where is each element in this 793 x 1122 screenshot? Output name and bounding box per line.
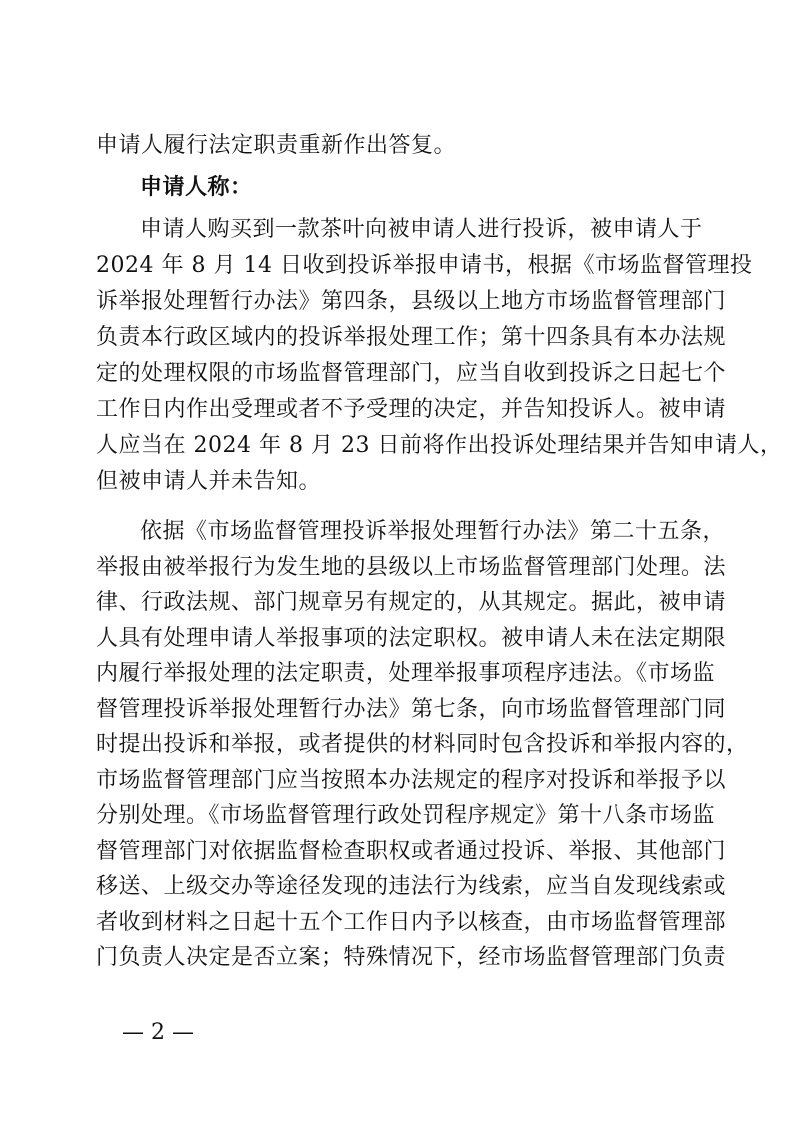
text-line: 2024 年 8 月 14 日收到投诉举报申请书，根据《市场监督管理投 bbox=[96, 253, 753, 278]
section-heading: 申请人称： bbox=[140, 175, 253, 200]
text-line: 门负责人决定是否立案；特殊情况下，经市场监督管理部门负责 bbox=[96, 945, 727, 970]
text-line: 市场监督管理部门应当按照本办法规定的程序对投诉和举报予以 bbox=[96, 767, 727, 793]
text-line: 移送、上级交办等途径发现的违法行为线索，应当自发现线索或 bbox=[96, 874, 727, 899]
text-line: 内履行举报处理的法定职责，处理举报事项程序违法。《市场监 bbox=[96, 661, 716, 686]
text-line: 申请人购买到一款茶叶向被申请人进行投诉，被申请人于 bbox=[140, 217, 703, 242]
page-number: — 2 — bbox=[122, 1020, 194, 1045]
text-line: 人具有处理申请人举报事项的法定职权。被申请人未在法定期限 bbox=[96, 625, 727, 651]
continuation-line: 申请人履行法定职责重新作出答复。 bbox=[96, 133, 457, 158]
text-line: 但被申请人并未告知。 bbox=[96, 469, 322, 494]
text-line: 依据《市场监督管理投诉举报处理暂行办法》第二十五条， bbox=[140, 519, 726, 544]
text-line: 者收到材料之日起十五个工作日内予以核查，由市场监督管理部 bbox=[96, 909, 727, 935]
text-line: 分别处理。《市场监督管理行政处罚程序规定》第十八条市场监 bbox=[96, 803, 716, 828]
text-line: 督管理部门对依据监督检查职权或者通过投诉、举报、其他部门 bbox=[96, 838, 727, 864]
text-line: 人应当在 2024 年 8 月 23 日前将作出投诉处理结果并告知申请人， bbox=[96, 433, 783, 458]
text-line: 律、行政法规、部门规章另有规定的，从其规定。据此，被申请 bbox=[96, 590, 727, 615]
text-line: 诉举报处理暂行办法》第四条，县级以上地方市场监督管理部门 bbox=[96, 289, 727, 314]
text-line: 负责本行政区域内的投诉举报处理工作；第十四条具有本办法规 bbox=[96, 325, 727, 350]
text-line: 时提出投诉和举报，或者提供的材料同时包含投诉和举报内容的， bbox=[96, 732, 749, 757]
text-line: 定的处理权限的市场监督管理部门，应当自收到投诉之日起七个 bbox=[96, 361, 727, 386]
text-line: 督管理投诉举报处理暂行办法》第七条，向市场监督管理部门同 bbox=[96, 696, 727, 722]
text-line: 工作日内作出受理或者不予受理的决定，并告知投诉人。被申请 bbox=[96, 397, 727, 422]
text-line: 举报由被举报行为发生地的县级以上市场监督管理部门处理。法 bbox=[96, 554, 727, 580]
